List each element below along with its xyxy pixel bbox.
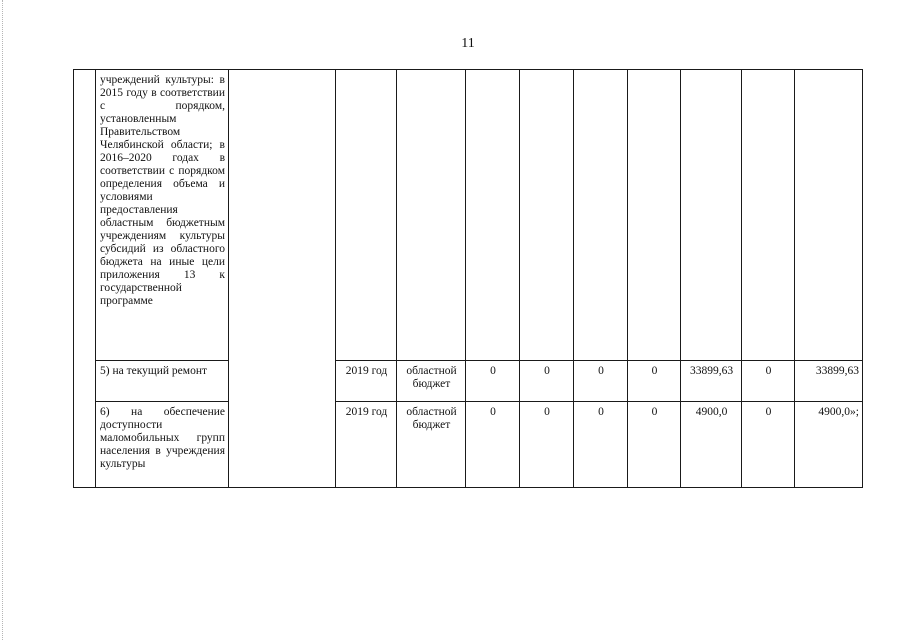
page-number: 11 (461, 36, 475, 51)
value-cell: 33899,63 (681, 361, 742, 402)
value-cell-empty (742, 70, 795, 361)
value-cell: 0 (466, 361, 520, 402)
value-cell-empty (681, 70, 742, 361)
value-cell: 0 (742, 361, 795, 402)
table-row-continued (74, 70, 863, 361)
table-row (74, 402, 863, 488)
year-cell-empty (336, 70, 397, 361)
scan-edge-line (2, 0, 3, 640)
value-cell-empty (520, 70, 574, 361)
source-cell-empty (397, 70, 466, 361)
continued-description-cell: учреждений культуры: в 2015 году в соответствии с порядком, установленным Правительством Челябинской области; в 2016–2020 годах в соответствии с порядком определения объема и условиями предоставления областным бюджетным учреждениям культуры субсидий из областного бюджета на иные цели приложения 13 к государственной программе (96, 70, 229, 361)
total-value-cell: 4900,0»; (795, 402, 863, 488)
row-description-cell: 5) на текущий ремонт (96, 361, 229, 402)
value-cell: 0 (520, 402, 574, 488)
funding-source-cell: областной бюджет (397, 361, 466, 402)
value-cell: 0 (628, 361, 681, 402)
value-cell-empty (628, 70, 681, 361)
row-description-cell: 6) на обеспечение доступности маломобильных групп населения в учреждения культуры (96, 402, 229, 488)
value-cell: 0 (520, 361, 574, 402)
year-cell: 2019 год (336, 361, 397, 402)
year-cell: 2019 год (336, 402, 397, 488)
total-value-cell: 33899,63 (795, 361, 863, 402)
number-column-cell (74, 70, 96, 488)
value-cell-empty (466, 70, 520, 361)
table-row (74, 361, 863, 402)
value-cell: 0 (466, 402, 520, 488)
funding-source-cell: областной бюджет (397, 402, 466, 488)
value-cell: 4900,0 (681, 402, 742, 488)
value-cell-empty (574, 70, 628, 361)
executor-column-cell (229, 70, 336, 488)
value-cell-empty (795, 70, 863, 361)
value-cell: 0 (742, 402, 795, 488)
value-cell: 0 (628, 402, 681, 488)
value-cell: 0 (574, 402, 628, 488)
budget-table (73, 69, 863, 488)
value-cell: 0 (574, 361, 628, 402)
